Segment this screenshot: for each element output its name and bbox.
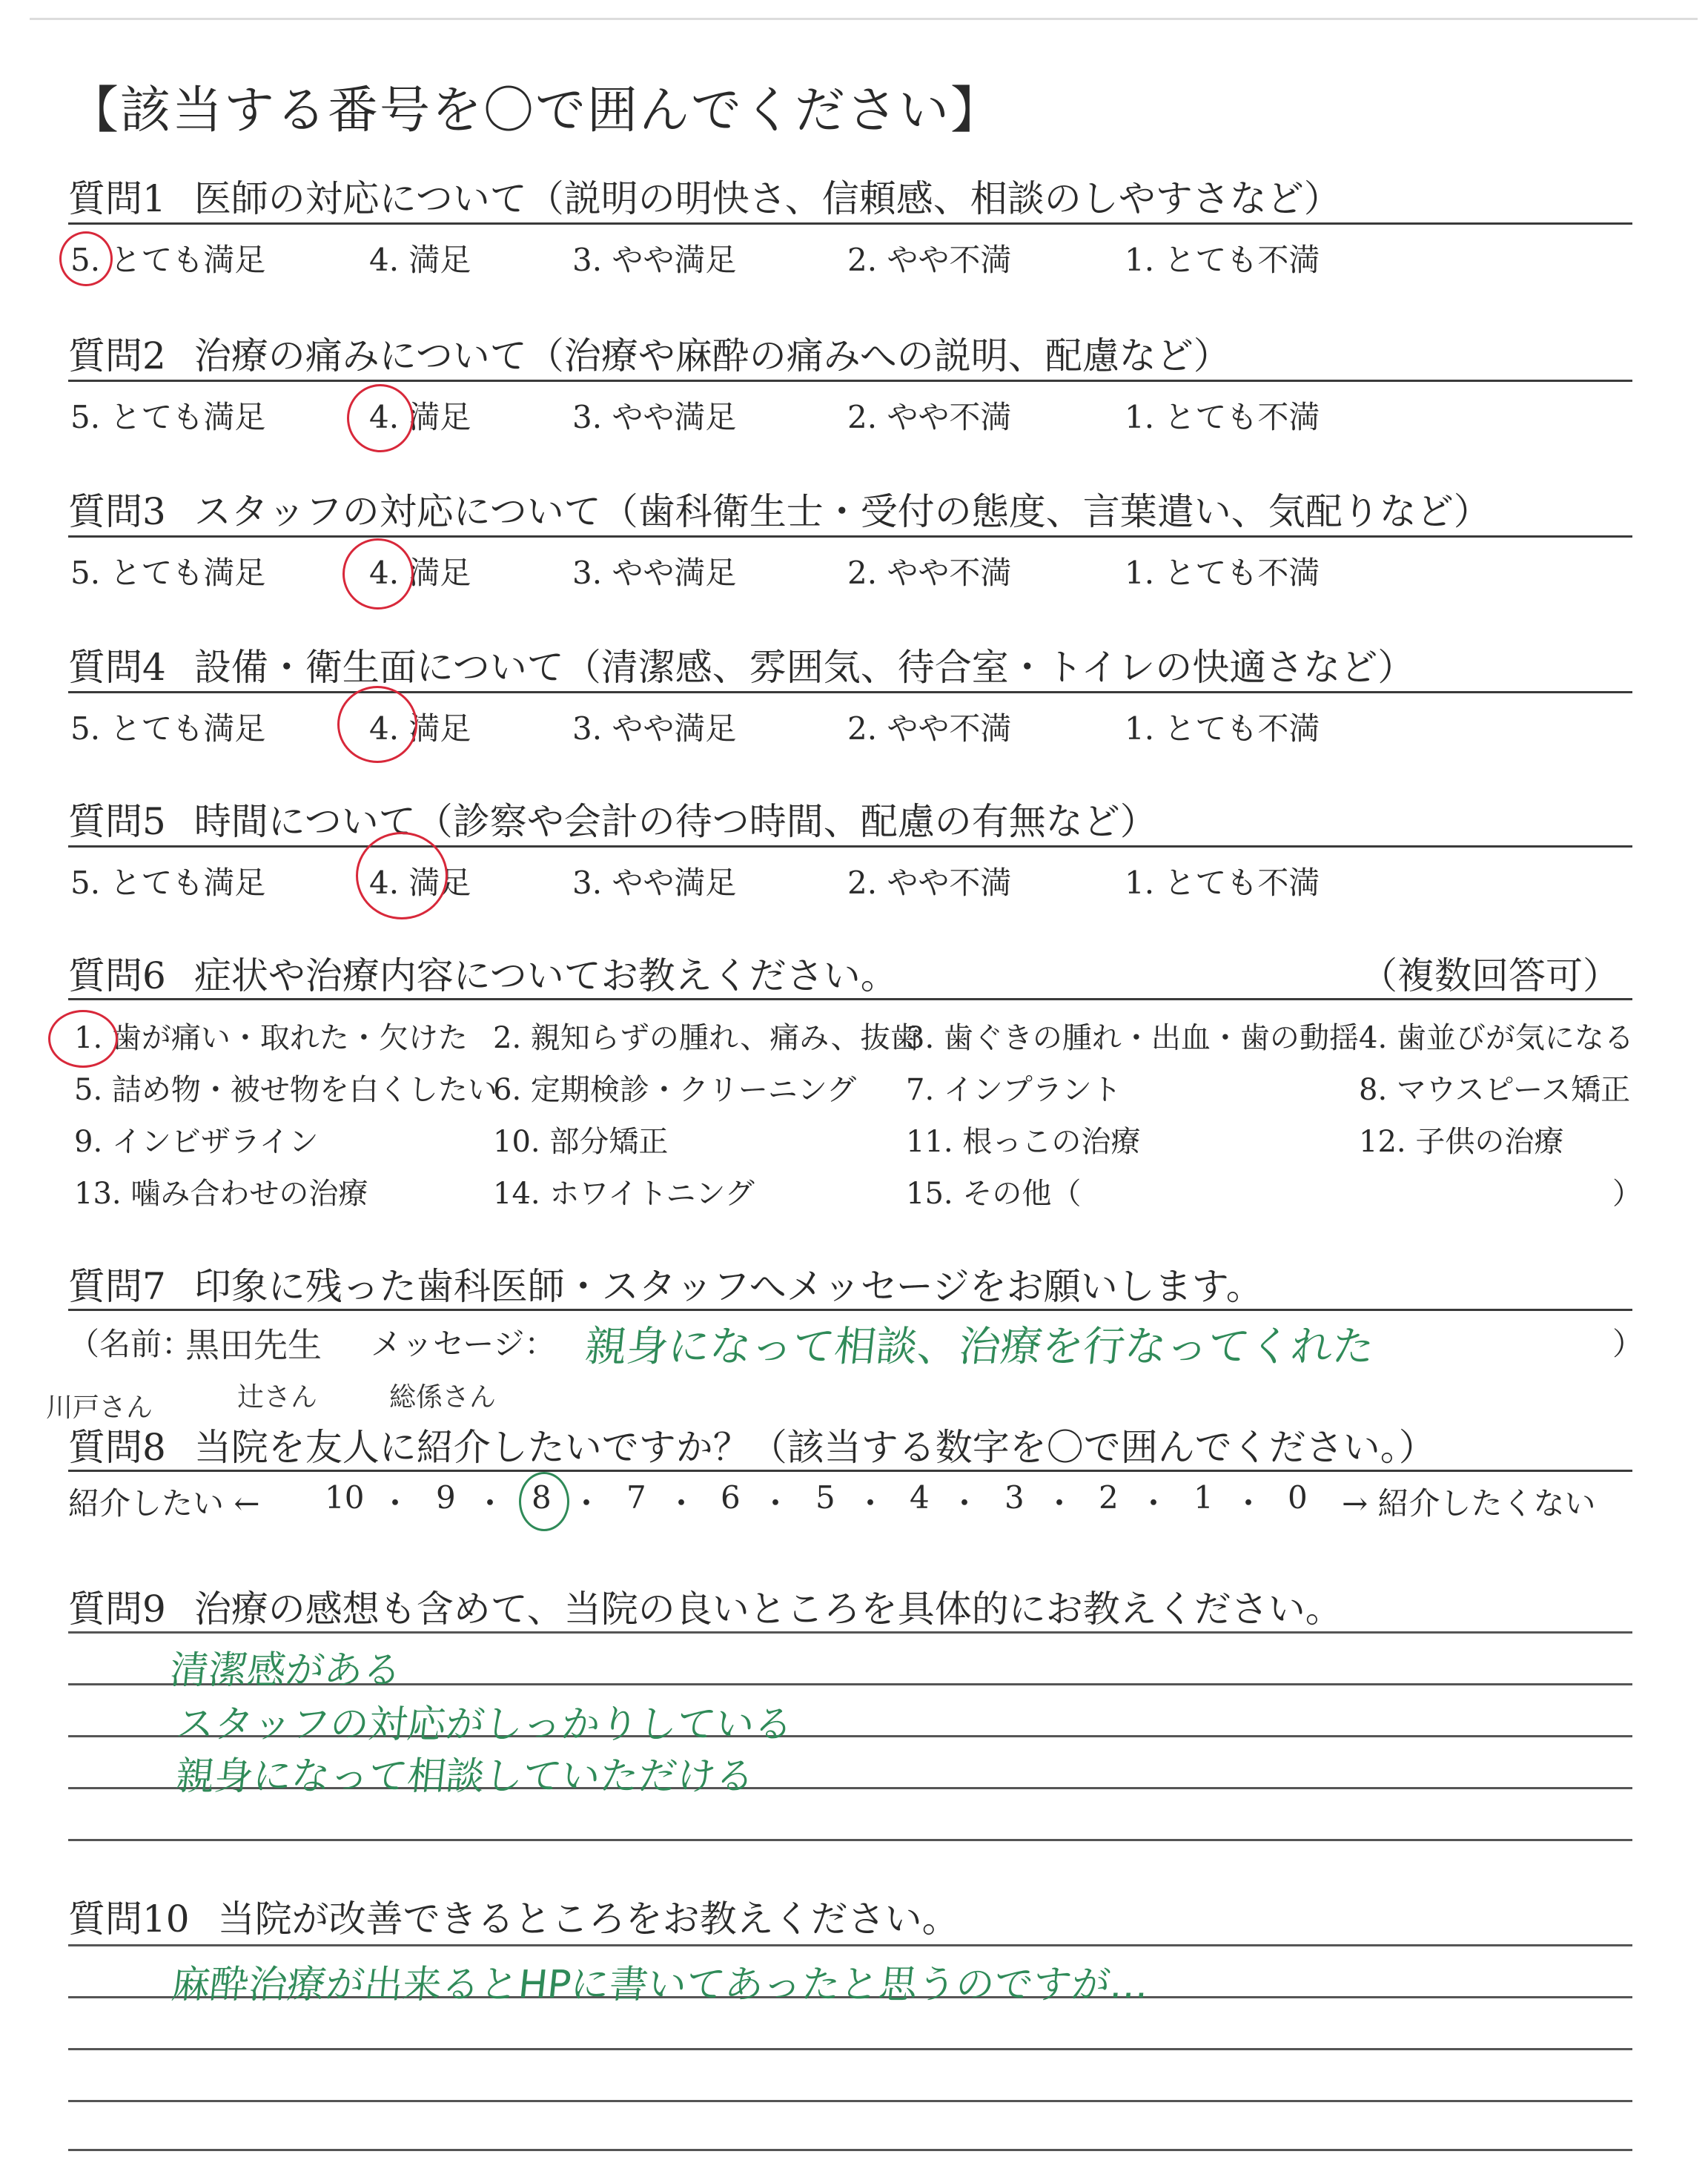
scale-9[interactable]: 9 (436, 1479, 456, 1516)
q6-option-4[interactable]: 4. 歯並びが気になる (1359, 1021, 1634, 1055)
question-1 (68, 169, 1341, 222)
scale-2[interactable]: 2 (1099, 1479, 1119, 1516)
scale-dot: ・ (1138, 1485, 1170, 1522)
scale-0[interactable]: 0 (1288, 1479, 1308, 1516)
q3-option-1[interactable]: 1. とても不満 (1125, 555, 1320, 591)
q4-option-5[interactable]: 5. とても満足 (70, 710, 266, 747)
handwritten-name[interactable]: 黒田先生 (185, 1325, 322, 1365)
scale-7[interactable]: 7 (626, 1479, 646, 1516)
q6-option-2[interactable]: 2. 親知らずの腫れ、痛み、抜歯 (493, 1021, 920, 1055)
q1-option-2[interactable]: 2. やや不満 (847, 242, 1012, 278)
scale-dot: ・ (571, 1485, 603, 1522)
question-9 (68, 1579, 1343, 1633)
selection-circle (519, 1472, 569, 1531)
q9-answer-2[interactable]: スタッフの対応がしっかりしている (173, 1702, 795, 1747)
handwritten-extra-left: 川戸さん (46, 1393, 153, 1423)
question-number: 質問6 (68, 954, 166, 997)
scale-dot: ・ (1233, 1485, 1265, 1522)
question-text: 当院を友人に紹介したいですか？（該当する数字を〇で囲んでください。） (193, 1426, 1436, 1469)
scale-8[interactable]: 8 (532, 1479, 552, 1516)
question-text: 医師の対応について（説明の明快さ、信頼感、相談のしやすさなど） (193, 177, 1341, 220)
question-3 (68, 482, 1491, 535)
question-number: 質問1 (68, 177, 166, 220)
scale-dot: ・ (949, 1485, 981, 1522)
q6-option-14[interactable]: 14. ホワイトニング (493, 1177, 755, 1211)
divider (68, 1470, 1632, 1472)
close-paren: ） (1612, 1326, 1644, 1362)
answer-line (68, 2048, 1632, 2050)
divider (68, 1309, 1632, 1311)
q1-option-5[interactable]: 5. とても満足 (70, 242, 266, 278)
q1-option-3[interactable]: 3. やや満足 (572, 242, 737, 278)
q5-option-1[interactable]: 1. とても不満 (1125, 865, 1320, 901)
answer-line (68, 2100, 1632, 2102)
question-number: 質問7 (68, 1265, 166, 1308)
q4-option-1[interactable]: 1. とても不満 (1125, 710, 1320, 747)
question-text: 設備・衛生面について（清潔感、雰囲気、待合室・トイレの快適さなど） (193, 646, 1415, 689)
q10-answer-1[interactable]: 麻酔治療が出来るとHPに書いてあったと思うのですが… (169, 1963, 1151, 2007)
message-label: メッセージ： (371, 1326, 556, 1362)
name-label: （名前： (68, 1326, 193, 1362)
scale-6[interactable]: 6 (721, 1479, 741, 1516)
handwritten-message[interactable]: 親身になって相談、治療を行なってくれた (583, 1323, 1377, 1371)
question-text: 治療の痛みについて（治療や麻酔の痛みへの説明、配慮など） (193, 334, 1231, 377)
scale-3[interactable]: 3 (1004, 1479, 1025, 1516)
divider (68, 222, 1632, 225)
question-text: スタッフの対応について（歯科衛生士・受付の態度、言葉遣い、気配りなど） (193, 490, 1491, 533)
question-7 (68, 1257, 1263, 1310)
divider (68, 845, 1632, 848)
multiple-answer-note: （複数回答可） (1360, 954, 1620, 997)
divider (68, 535, 1632, 538)
q6-option-11[interactable]: 11. 根っこの治療 (906, 1125, 1141, 1159)
scale-dot: ・ (474, 1485, 506, 1522)
question-2 (68, 326, 1231, 380)
q6-option-3[interactable]: 3. 歯ぐきの腫れ・出血・歯の動揺 (906, 1021, 1359, 1055)
question-number: 質問5 (68, 800, 166, 843)
q6-other-close-paren: ） (1612, 1177, 1642, 1211)
question-number: 質問9 (68, 1588, 166, 1631)
scale-4[interactable]: 4 (910, 1479, 930, 1516)
scale-10[interactable]: 10 (325, 1479, 365, 1516)
q4-option-4[interactable]: 4. 満足 (369, 710, 471, 747)
q2-option-5[interactable]: 5. とても満足 (70, 399, 266, 435)
q4-option-3[interactable]: 3. やや満足 (572, 710, 737, 747)
q6-option-13[interactable]: 13. 噛み合わせの治療 (74, 1177, 368, 1211)
question-text: 症状や治療内容についてお教えください。 (193, 954, 898, 997)
scale-dot: ・ (666, 1485, 698, 1522)
question-text: 時間について（診察や会計の待つ時間、配慮の有無など） (193, 800, 1157, 843)
q5-option-3[interactable]: 3. やや満足 (572, 865, 737, 901)
question-5 (68, 792, 1157, 845)
answer-line (68, 1839, 1632, 1841)
q6-option-8[interactable]: 8. マウスピース矯正 (1359, 1073, 1631, 1107)
scale-dot: ・ (380, 1485, 411, 1522)
question-8 (68, 1418, 1436, 1471)
q3-option-2[interactable]: 2. やや不満 (847, 555, 1012, 591)
q4-option-2[interactable]: 2. やや不満 (847, 710, 1012, 747)
answer-line (68, 1631, 1632, 1634)
q2-option-4[interactable]: 4. 満足 (369, 399, 471, 435)
scale-dot: ・ (760, 1485, 792, 1522)
selection-circle (48, 1010, 118, 1068)
selection-circle (337, 686, 417, 763)
divider (68, 380, 1632, 382)
answer-line (68, 2149, 1632, 2151)
question-number: 質問4 (68, 646, 166, 689)
selection-circle (342, 538, 414, 610)
q2-option-3[interactable]: 3. やや満足 (572, 399, 737, 435)
question-text: 治療の感想も含めて、当院の良いところを具体的にお教えください。 (193, 1588, 1343, 1631)
q6-option-12[interactable]: 12. 子供の治療 (1359, 1125, 1564, 1159)
scale-dot: ・ (855, 1485, 887, 1522)
q2-option-2[interactable]: 2. やや不満 (847, 399, 1012, 435)
q3-option-4[interactable]: 4. 満足 (369, 555, 471, 591)
divider (68, 691, 1632, 693)
scale-1[interactable]: 1 (1194, 1479, 1214, 1516)
question-6 (68, 946, 898, 1000)
question-number: 質問8 (68, 1426, 166, 1469)
q6-option-7[interactable]: 7. インプラント (906, 1073, 1122, 1107)
scale-dot: ・ (1044, 1485, 1076, 1522)
selection-circle (347, 384, 414, 452)
divider (68, 998, 1632, 1000)
question-number: 質問2 (68, 334, 166, 377)
question-number: 質問3 (68, 490, 166, 533)
question-4 (68, 638, 1414, 691)
q6-option-5[interactable]: 5. 詰め物・被せ物を白くしたい (74, 1073, 497, 1107)
question-text: 当院が改善できるところをお教えください。 (217, 1898, 959, 1941)
q9-answer-1[interactable]: 清潔感がある (168, 1648, 404, 1693)
q5-option-4[interactable]: 4. 満足 (369, 865, 471, 901)
q5-option-2[interactable]: 2. やや不満 (847, 865, 1012, 901)
q2-option-1[interactable]: 1. とても不満 (1125, 399, 1320, 435)
q1-option-1[interactable]: 1. とても不満 (1125, 242, 1320, 278)
question-text: 印象に残った歯科医師・スタッフへメッセージをお願いします。 (193, 1265, 1263, 1308)
q3-option-5[interactable]: 5. とても満足 (70, 555, 266, 591)
answer-line (68, 1944, 1632, 1946)
question-number: 質問10 (68, 1898, 190, 1941)
q6-option-9[interactable]: 9. インビザライン (74, 1125, 319, 1159)
top-border (30, 18, 1698, 20)
q5-option-5[interactable]: 5. とても満足 (70, 865, 266, 901)
q6-option-10[interactable]: 10. 部分矯正 (493, 1125, 669, 1159)
handwritten-extra-mid: 辻さん (237, 1382, 318, 1413)
q1-option-4[interactable]: 4. 満足 (369, 242, 471, 278)
selection-circle (356, 832, 448, 919)
q9-answer-3[interactable]: 親身になって相談していただける (173, 1754, 757, 1799)
handwritten-extra-right: 総係さん (389, 1382, 497, 1413)
q3-option-3[interactable]: 3. やや満足 (572, 555, 737, 591)
q6-option-6[interactable]: 6. 定期検診・クリーニング (493, 1073, 857, 1107)
recommend-right-label: → 紹介したくない (1342, 1485, 1596, 1522)
page-title: 【該当する番号を〇で囲んでください】 (68, 82, 1003, 140)
selection-circle (59, 231, 113, 286)
q6-option-1[interactable]: 1. 歯が痛い・取れた・欠けた (74, 1021, 468, 1055)
scale-5[interactable]: 5 (815, 1479, 835, 1516)
q6-option-15[interactable]: 15. その他（ (906, 1177, 1082, 1211)
recommend-left-label: 紹介したい ← (68, 1485, 260, 1522)
question-10 (68, 1889, 959, 1943)
